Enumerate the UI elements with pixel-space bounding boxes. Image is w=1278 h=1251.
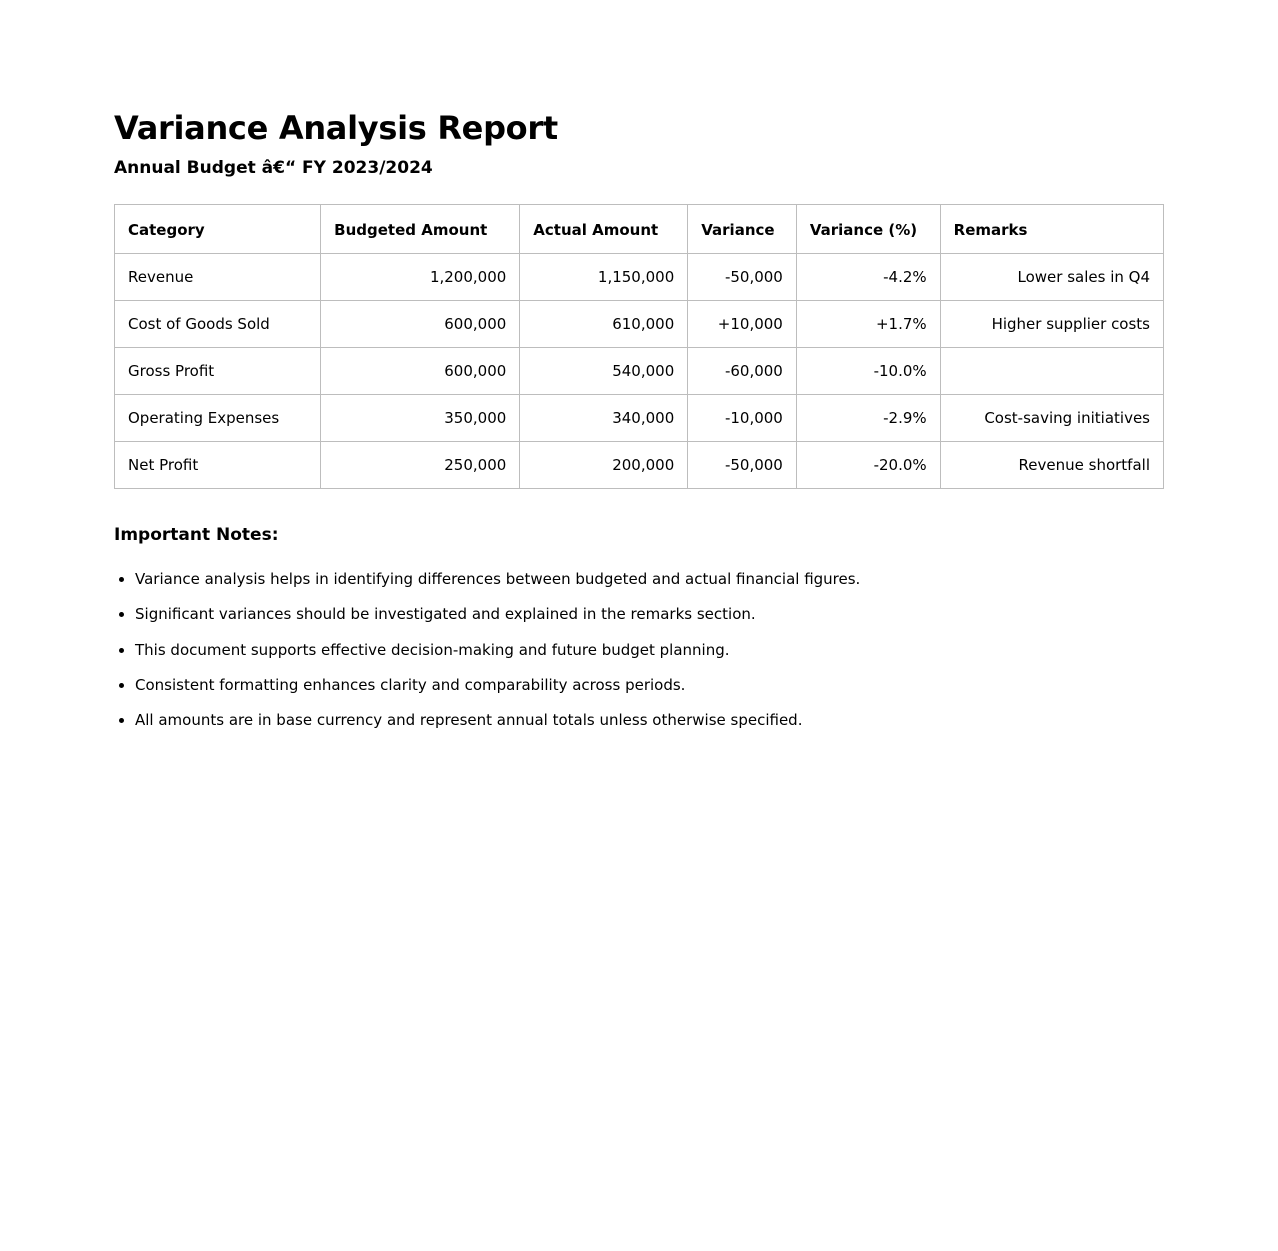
cell-variance-percent: -20.0% xyxy=(796,442,940,489)
cell-variance: -50,000 xyxy=(688,254,797,301)
cell-actual: 540,000 xyxy=(520,348,688,395)
cell-remarks: Revenue shortfall xyxy=(940,442,1163,489)
cell-category: Net Profit xyxy=(115,442,321,489)
cell-budgeted: 600,000 xyxy=(321,348,520,395)
cell-budgeted: 250,000 xyxy=(321,442,520,489)
table-row xyxy=(115,254,1164,301)
header-budgeted-amount: Budgeted Amount xyxy=(321,205,520,254)
list-item: • Consistent formatting enhances clarity and comparability across periods. xyxy=(135,675,1164,695)
cell-budgeted: 1,200,000 xyxy=(321,254,520,301)
cell-variance: -60,000 xyxy=(688,348,797,395)
cell-variance: -50,000 xyxy=(688,442,797,489)
header-variance-percent: Variance (%) xyxy=(796,205,940,254)
cell-remarks: Cost-saving initiatives xyxy=(940,395,1163,442)
cell-variance-percent: -10.0% xyxy=(796,348,940,395)
cell-remarks xyxy=(940,348,1163,395)
cell-variance: +10,000 xyxy=(688,301,797,348)
cell-remarks: Lower sales in Q4 xyxy=(940,254,1163,301)
table-row xyxy=(115,301,1164,348)
cell-category: Gross Profit xyxy=(115,348,321,395)
cell-category: Operating Expenses xyxy=(115,395,321,442)
notes-list xyxy=(114,569,1164,730)
cell-category: Cost of Goods Sold xyxy=(115,301,321,348)
cell-actual: 340,000 xyxy=(520,395,688,442)
cell-variance-percent: -2.9% xyxy=(796,395,940,442)
cell-variance-percent: -4.2% xyxy=(796,254,940,301)
report-title: Variance Analysis Report xyxy=(114,109,558,147)
cell-actual: 200,000 xyxy=(520,442,688,489)
cell-remarks: Higher supplier costs xyxy=(940,301,1163,348)
notes-heading: Important Notes: xyxy=(114,525,279,545)
cell-budgeted: 600,000 xyxy=(321,301,520,348)
header-actual-amount: Actual Amount xyxy=(520,205,688,254)
table-row xyxy=(115,442,1164,489)
table-row xyxy=(115,348,1164,395)
list-item: • All amounts are in base currency and represent annual totals unless otherwise specified. xyxy=(135,710,1164,730)
list-item: • This document supports effective decision-making and future budget planning. xyxy=(135,640,1164,660)
cell-variance-percent: +1.7% xyxy=(796,301,940,348)
cell-variance: -10,000 xyxy=(688,395,797,442)
header-category: Category xyxy=(115,205,321,254)
cell-budgeted: 350,000 xyxy=(321,395,520,442)
table-row xyxy=(115,395,1164,442)
cell-actual: 1,150,000 xyxy=(520,254,688,301)
cell-category: Revenue xyxy=(115,254,321,301)
cell-actual: 610,000 xyxy=(520,301,688,348)
variance-table xyxy=(114,204,1164,489)
list-item: • Significant variances should be investigated and explained in the remarks section. xyxy=(135,604,1164,624)
header-variance: Variance xyxy=(688,205,797,254)
list-item: • Variance analysis helps in identifying differences between budgeted and actual financial figures. xyxy=(135,569,1164,589)
table-header-row xyxy=(115,205,1164,254)
header-remarks: Remarks xyxy=(940,205,1163,254)
report-subtitle: Annual Budget â€“ FY 2023/2024 xyxy=(114,158,433,178)
